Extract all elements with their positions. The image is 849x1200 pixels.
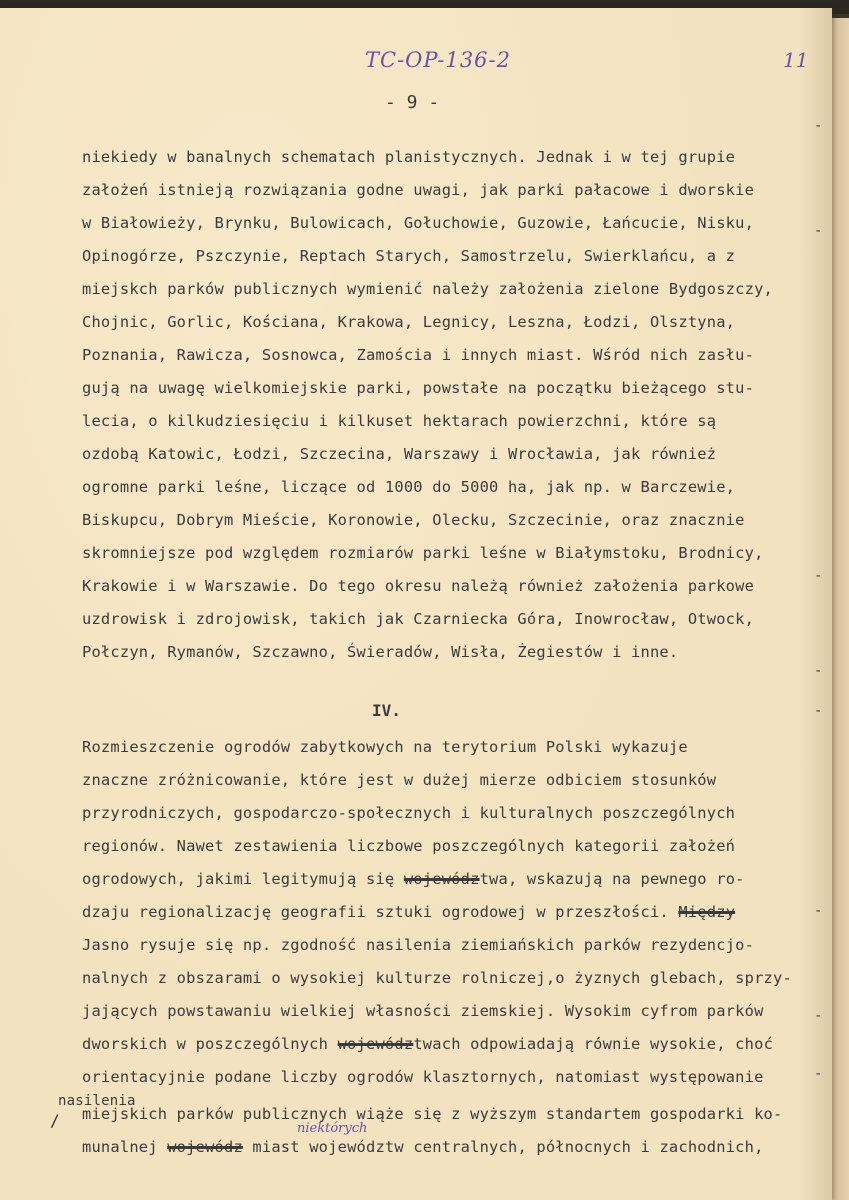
document-page <box>0 8 832 1200</box>
text-line: munalnej wojewódz miast województw centralnych, północnych i zachodnich, <box>82 1138 764 1156</box>
text-line: Połczyn, Rymanów, Szczawno, Świeradów, Wisła, Żegiestów i inne. <box>82 643 679 661</box>
struck-word: wojewódz <box>167 1138 243 1156</box>
text-line: regionów. Nawet zestawienia liczbowe poszczególnych kategorii założeń <box>82 837 736 855</box>
page-number: - 9 - <box>385 92 440 113</box>
margin-dash: - <box>814 1066 823 1082</box>
text-line: dzaju regionalizację geografii sztuki ogrodowej w przeszłości. Między <box>82 903 736 921</box>
text-line: przyrodniczych, gospodarczo-społecznych i kulturalnych poszczególnych <box>82 804 736 822</box>
text-line: nasilenia <box>58 1093 136 1109</box>
margin-dash: - <box>814 223 823 239</box>
text-line: skromniejsze pod względem rozmiarów parki leśne w Białymstoku, Brodnicy, <box>82 544 764 562</box>
text-line: gują na uwagę wielkomiejskie parki, powstałe na początku bieżącego stu- <box>82 379 755 397</box>
text-line: nalnych z obszarami o wysokiej kulturze rolniczej,o żyznych glebach, sprzy- <box>82 969 792 987</box>
text-line: Poznania, Rawicza, Sosnowca, Zamościa i innych miast. Wśród nich zasłu- <box>82 346 755 364</box>
text-line: Biskupcu, Dobrym Mieście, Koronowie, Olecku, Szczecinie, oraz znacznie <box>82 511 745 529</box>
text-line: dworskich w poszczególnych województwach odpowiadają równie wysokie, choć <box>82 1035 774 1053</box>
text-line: ozdobą Katowic, Łodzi, Szczecina, Warszawy i Wrocławia, jak również <box>82 445 717 463</box>
text-line: ogromne parki leśne, liczące od 1000 do 5000 ha, jak np. w Barczewie, <box>82 478 736 496</box>
text-line: Krakowie i w Warszawie. Do tego okresu należą również założenia parkowe <box>82 577 755 595</box>
margin-dash: - <box>814 663 823 679</box>
text-line: uzdrowisk i zdrojowisk, takich jak Czarniecka Góra, Inowrocław, Otwock, <box>82 610 755 628</box>
text-line: orientacyjnie podane liczby ogrodów klasztornych, natomiast występowanie <box>82 1068 764 1086</box>
text-line: miejskch parków publicznych wymienić należy założenia zielone Bydgoszczy, <box>82 280 774 298</box>
insertion-slash-mark: / <box>50 1111 60 1130</box>
struck-word: wojewódz <box>337 1035 414 1053</box>
text-line: Opinogórze, Pszczynie, Reptach Starych, Samostrzelu, Swierklańcu, a z <box>82 247 736 265</box>
text-line: jających powstawaniu wielkiej własności ziemskiej. Wysokim cyfrom parków <box>82 1002 764 1020</box>
section-heading: IV. <box>372 701 401 720</box>
text-line: znaczne zróżnicowanie, które jest w dużej mierze odbiciem stosunków <box>82 771 717 789</box>
text-line: Chojnic, Gorlic, Kościana, Krakowa, Legnicy, Leszna, Łodzi, Olsztyna, <box>82 313 736 331</box>
text-line: Jasno rysuje się np. zgodność nasilenia ziemiańskich parków rezydencjo- <box>82 936 755 954</box>
struck-word: wojewódz <box>403 870 480 888</box>
text-line: w Białowieży, Brynku, Bulowicach, Gołuchowie, Guzowie, Łańcucie, Nisku, <box>82 214 755 232</box>
text-line: lecia, o kilkudziesięciu i kilkuset hektarach powierzchni, które są <box>82 412 717 430</box>
text-line: Rozmieszczenie ogrodów zabytkowych na terytorium Polski wykazuje <box>82 738 688 756</box>
margin-dash: - <box>814 1008 823 1024</box>
text-line: miejskich parków publicznych wiąże się z wyższym standartem gospodarki ko- <box>82 1105 783 1123</box>
archive-reference: TC-OP-136-2 <box>365 48 512 72</box>
text-line: niekiedy w banalnych schematach planistycznych. Jednak i w tej grupie <box>82 148 736 166</box>
text-line: ogrodowych, jakimi legitymują się województwa, wskazują na pewnego ro- <box>82 870 745 888</box>
folio-number: 11 <box>783 48 809 72</box>
text-line: założeń istnieją rozwiązania godne uwagi, jak parki pałacowe i dworskie <box>82 181 755 199</box>
margin-dash: - <box>814 568 823 584</box>
margin-dash: - <box>814 118 823 134</box>
handwritten-insertion: niektórych <box>297 1121 368 1136</box>
margin-dash: - <box>814 903 823 919</box>
struck-word: Między <box>678 903 736 921</box>
margin-dash: - <box>814 703 823 719</box>
